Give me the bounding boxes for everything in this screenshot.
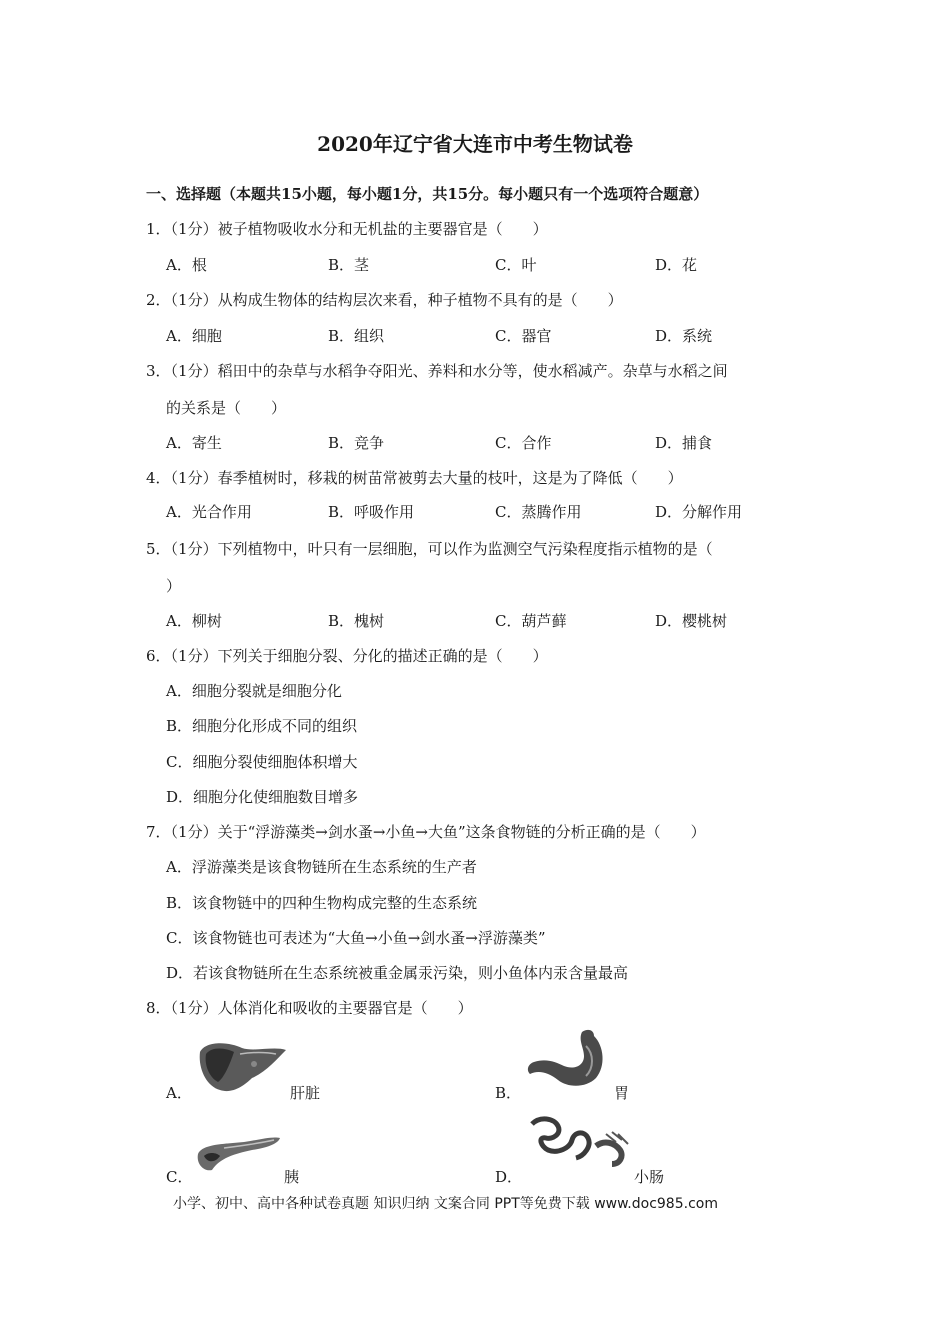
q4-option-a: A．光合作用 (166, 503, 252, 521)
q6-option-b: B．细胞分化形成不同的组织 (166, 717, 358, 735)
q5-option-b: B．槐树 (328, 612, 385, 630)
q6-option-a: A．细胞分裂就是细胞分化 (166, 682, 342, 700)
pancreas-label: 胰 (284, 1168, 300, 1186)
q6-option-c: C．细胞分裂使细胞体积增大 (166, 753, 358, 771)
small-intestine-image (524, 1112, 634, 1172)
q1-option-b: B．茎 (328, 256, 370, 274)
q3-option-d: D．捕食 (655, 434, 713, 452)
small-intestine-label: 小肠 (634, 1168, 665, 1186)
question-5-stem: 5．（1分）下列植物中，叶只有一层细胞，可以作为监测空气污染程度指示植物的是（ (146, 540, 713, 558)
q7-option-c: C．该食物链也可表述为“大鱼→小鱼→剑水蚤→浮游藻类” (166, 929, 546, 947)
question-4-stem: 4．（1分）春季植树时，移栽的树苗常被剪去大量的枝叶，这是为了降低（ ） (146, 469, 683, 487)
question-3-stem-continued: 的关系是（ ） (166, 399, 287, 417)
q5-option-d: D．樱桃树 (655, 612, 728, 630)
section-heading: 一、选择题（本题共15小题，每小题1分，共15分。每小题只有一个选项符合题意） (146, 185, 709, 203)
question-6-stem: 6．（1分）下列关于细胞分裂、分化的描述正确的是（ ） (146, 647, 548, 665)
q4-option-b: B．呼吸作用 (328, 503, 415, 521)
q4-option-d: D．分解作用 (655, 503, 743, 521)
footer-note: 小学、初中、高中各种试卷真题 知识归纳 文案合同 PPT等免费下载 www.doc985.com (173, 1196, 718, 1212)
stomach-image (524, 1026, 614, 1096)
liver-label: 肝脏 (290, 1084, 321, 1102)
q4-option-c: C．蒸腾作用 (495, 503, 582, 521)
liver-image (196, 1038, 288, 1096)
q1-option-a: A．根 (166, 256, 207, 274)
question-8-stem: 8．（1分）人体消化和吸收的主要器官是（ ） (146, 999, 473, 1017)
q2-option-d: D．系统 (655, 327, 713, 345)
q1-option-d: D．花 (655, 256, 698, 274)
pancreas-image (194, 1130, 284, 1176)
q2-option-b: B．组织 (328, 327, 385, 345)
question-3-stem: 3．（1分）稻田中的杂草与水稻争夺阳光、养料和水分等，使水稻减产。杂草与水稻之间 (146, 362, 728, 380)
question-2-stem: 2．（1分）从构成生物体的结构层次来看，种子植物不具有的是（ ） (146, 291, 623, 309)
q8-option-d: D． (495, 1168, 523, 1186)
q5-option-a: A．柳树 (166, 612, 222, 630)
q2-option-a: A．细胞 (166, 327, 222, 345)
q5-option-c: C．葫芦藓 (495, 612, 567, 630)
q7-option-b: B．该食物链中的四种生物构成完整的生态系统 (166, 894, 478, 912)
q2-option-c: C．器官 (495, 327, 552, 345)
q3-option-a: A．寄生 (166, 434, 222, 452)
q7-option-a: A．浮游藻类是该食物链所在生态系统的生产者 (166, 858, 477, 876)
question-7-stem: 7．（1分）关于“浮游藻类→剑水蚤→小鱼→大鱼”这条食物链的分析正确的是（ ） (146, 823, 706, 841)
q8-option-a: A． (166, 1084, 192, 1102)
q3-option-b: B．竞争 (328, 434, 385, 452)
question-5-stem-continued: ） (166, 577, 182, 595)
page-title: 2020年辽宁省大连市中考生物试卷 (317, 132, 633, 156)
q1-option-c: C．叶 (495, 256, 537, 274)
q7-option-d: D．若该食物链所在生态系统被重金属汞污染，则小鱼体内汞含量最高 (166, 964, 629, 982)
question-1-stem: 1．（1分）被子植物吸收水分和无机盐的主要器官是（ ） (146, 220, 548, 238)
q8-option-b: B． (495, 1084, 522, 1102)
q8-option-c: C． (166, 1168, 193, 1186)
q3-option-c: C．合作 (495, 434, 552, 452)
q6-option-d: D．细胞分化使细胞数目增多 (166, 788, 359, 806)
stomach-label: 胃 (614, 1084, 630, 1102)
